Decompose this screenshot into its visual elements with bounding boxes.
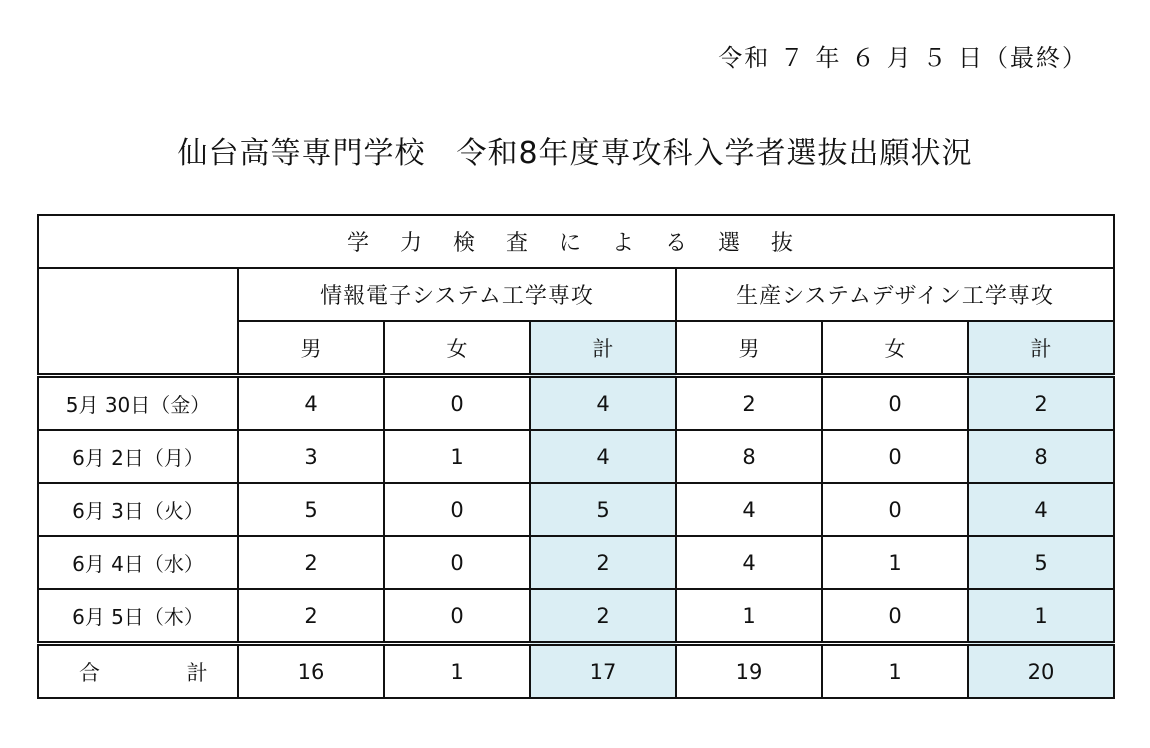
table-cell-total: 2 xyxy=(968,376,1114,431)
table-cell: 2 xyxy=(676,376,822,431)
table-cell: 8 xyxy=(676,430,822,483)
table-cell: 0 xyxy=(384,483,530,536)
table-cell-total: 2 xyxy=(530,589,676,644)
grand-total-cell: 20 xyxy=(968,644,1114,699)
total-row xyxy=(38,644,1114,699)
table-cell: 0 xyxy=(384,376,530,431)
table-cell: 3 xyxy=(238,430,384,483)
column-header-female: 女 xyxy=(822,321,968,376)
table-cell: 0 xyxy=(822,376,968,431)
corner-cell xyxy=(38,268,238,376)
table-cell: 0 xyxy=(384,589,530,644)
table-cell: 4 xyxy=(676,483,822,536)
section-title: 学 力 検 査 に よ る 選 抜 xyxy=(38,215,1114,268)
table-row xyxy=(38,376,1114,431)
table-cell: 2 xyxy=(238,536,384,589)
department-header-2: 生産システムデザイン工学専攻 xyxy=(676,268,1114,321)
table-cell-total: 8 xyxy=(968,430,1114,483)
table-cell: 0 xyxy=(384,536,530,589)
table-cell: 1 xyxy=(676,589,822,644)
table-cell: 0 xyxy=(822,589,968,644)
row-date-label: 5月 30日（金） xyxy=(38,376,238,431)
column-header-total: 計 xyxy=(968,321,1114,376)
table-cell: 4 xyxy=(238,376,384,431)
table-cell: 1 xyxy=(822,536,968,589)
total-cell: 16 xyxy=(238,644,384,699)
total-cell: 19 xyxy=(676,644,822,699)
table-cell-total: 4 xyxy=(530,430,676,483)
total-cell: 1 xyxy=(822,644,968,699)
table-cell: 1 xyxy=(384,430,530,483)
total-row-label: 合 計 xyxy=(38,644,238,699)
table-row xyxy=(38,589,1114,644)
table-cell: 5 xyxy=(238,483,384,536)
table-row xyxy=(38,536,1114,589)
table-cell-total: 4 xyxy=(530,376,676,431)
column-header-male: 男 xyxy=(238,321,384,376)
table-cell: 2 xyxy=(238,589,384,644)
table-cell-total: 4 xyxy=(968,483,1114,536)
total-cell: 1 xyxy=(384,644,530,699)
column-header-male: 男 xyxy=(676,321,822,376)
table-row xyxy=(38,430,1114,483)
row-date-label: 6月 4日（水） xyxy=(38,536,238,589)
document-date: 令和 ７ 年 ６ 月 ５ 日（最終） xyxy=(718,44,1088,72)
table-cell: 0 xyxy=(822,430,968,483)
table-cell: 4 xyxy=(676,536,822,589)
row-date-label: 6月 5日（木） xyxy=(38,589,238,644)
row-date-label: 6月 2日（月） xyxy=(38,430,238,483)
page-title: 仙台高等専門学校 令和8年度専攻科入学者選抜出願状況 xyxy=(177,136,973,171)
section-header-row xyxy=(38,215,1114,268)
application-status-table xyxy=(37,214,1115,699)
table-cell-total: 2 xyxy=(530,536,676,589)
department-header-1: 情報電子システム工学専攻 xyxy=(238,268,676,321)
table-cell-total: 5 xyxy=(530,483,676,536)
table-row xyxy=(38,483,1114,536)
department-header-row xyxy=(38,268,1114,321)
column-header-female: 女 xyxy=(384,321,530,376)
column-header-total: 計 xyxy=(530,321,676,376)
table-cell: 0 xyxy=(822,483,968,536)
table-cell-total: 1 xyxy=(968,589,1114,644)
table-cell-total: 5 xyxy=(968,536,1114,589)
row-date-label: 6月 3日（火） xyxy=(38,483,238,536)
grand-total-cell: 17 xyxy=(530,644,676,699)
